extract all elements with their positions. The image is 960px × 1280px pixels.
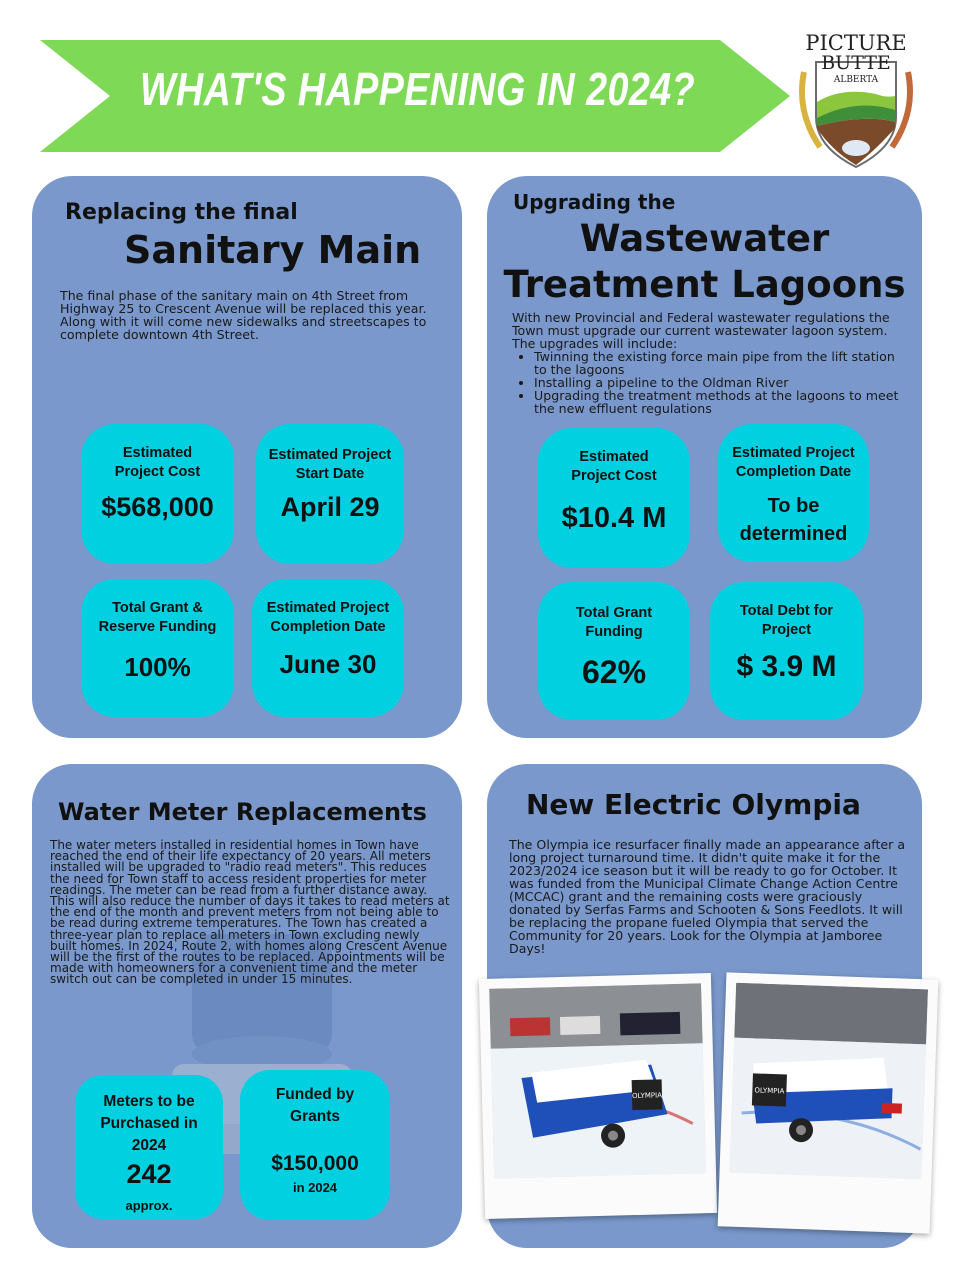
stat-label: 2024 xyxy=(131,1137,167,1154)
olympia-title: New Electric Olympia xyxy=(526,788,861,821)
photo-label: OLYMPIA xyxy=(754,1086,785,1096)
stat-label: Purchased in xyxy=(100,1115,198,1132)
page-title: WHAT'S HAPPENING IN 2024? xyxy=(140,63,696,115)
stat-note: approx. xyxy=(125,1198,173,1213)
logo-text-butte: BUTTE xyxy=(821,52,891,74)
olympia-description: The Olympia ice resurfacer finally made an appearance after a long project turnaround time. It didn't quite make it for the 2023/2024 ice season but it will be ready to go for October. It was funded from the Municipal Climate Change Action Centre (MCCAC) grant and the remaining costs were graciously donated by Serfas Farms and Schooten & Sons Feedlots. It will be replacing the propane fueled Olympia that served the Community for 20 years. Look for the Olympia at Jamboree Days! xyxy=(509,837,906,956)
stat-value: 100% xyxy=(124,652,191,682)
picture-butte-logo xyxy=(786,22,926,172)
water-meter-card xyxy=(32,764,462,1248)
list-item: • Upgrading the treatment methods at the lagoons to meet the new effluent regulations xyxy=(534,389,907,415)
sanitary-description: The final phase of the sanitary main on 4th Street from Highway 25 to Crescent Avenue will be replaced this year. Along with it will come new sidewalks and streetscapes to complete downtown 4th Street. xyxy=(60,288,427,342)
wastewater-title xyxy=(487,216,922,308)
stat-label: Estimated xyxy=(579,449,649,465)
stat-value: $568,000 xyxy=(101,492,214,522)
stat-value: 62% xyxy=(581,654,647,690)
sanitary-funding-stat xyxy=(81,579,234,717)
wastewater-grant-stat xyxy=(538,582,690,720)
stat-label: Completion Date xyxy=(270,619,386,635)
stat-label: Total Grant xyxy=(575,605,653,621)
wastewater-description xyxy=(512,311,907,415)
stat-label: Grants xyxy=(290,1108,340,1125)
stat-label: Completion Date xyxy=(735,464,852,480)
sanitary-cost-stat xyxy=(81,424,234,564)
stat-label: Project xyxy=(761,622,812,638)
stat-value: June 30 xyxy=(279,649,377,679)
wastewater-subtitle: Upgrading the xyxy=(513,190,676,214)
olympia-photo-right xyxy=(718,972,939,1233)
stat-value: $150,000 xyxy=(271,1152,359,1175)
wastewater-debt-stat xyxy=(710,582,863,720)
photo-label: OLYMPIA xyxy=(631,1091,663,1101)
sanitary-completion-stat xyxy=(252,579,404,717)
stat-label: Estimated xyxy=(122,445,193,461)
logo-text-picture: PICTURE xyxy=(805,31,907,55)
wastewater-intro: With new Provincial and Federal wastewater regulations the Town must upgrade our current wastewater lagoon system. The upgrades will include: xyxy=(512,310,890,351)
stat-label: Reserve Funding xyxy=(98,619,217,635)
stat-label: Project Cost xyxy=(571,468,657,484)
stat-value: $10.4 M xyxy=(561,502,667,534)
list-item: • Twinning the existing force main pipe from the lift station to the lagoons xyxy=(534,350,907,376)
wastewater-cost-stat xyxy=(538,428,690,568)
stat-value: 242 xyxy=(126,1159,172,1189)
stat-label: Funded by xyxy=(275,1086,355,1103)
stat-label: Project Cost xyxy=(114,464,201,480)
stat-value: April 29 xyxy=(280,492,380,522)
wastewater-card xyxy=(487,176,922,738)
meters-purchased-stat xyxy=(75,1075,223,1219)
stat-label: Total Grant & xyxy=(112,600,203,616)
stat-label: Funding xyxy=(585,624,643,640)
stat-label: Estimated Project xyxy=(268,447,392,463)
sanitary-main-card xyxy=(32,176,462,738)
stat-label: Estimated Project xyxy=(266,600,390,616)
stat-value: determined xyxy=(739,523,848,545)
wastewater-upgrade-list xyxy=(512,350,907,415)
wastewater-title-line2: Treatment Lagoons xyxy=(503,263,906,306)
list-item: • Installing a pipeline to the Oldman River xyxy=(534,376,907,389)
wastewater-title-line1: Wastewater xyxy=(579,217,830,260)
stat-value: To be xyxy=(767,495,820,517)
wastewater-completion-stat xyxy=(718,424,869,562)
olympia-photo-left xyxy=(479,973,717,1219)
meters-funding-stat xyxy=(240,1070,390,1220)
stat-label: Estimated Project xyxy=(732,445,855,461)
water-meter-description: The water meters installed in residential homes in Town have reached the end of their life expectancy of 20 years. All meters installed will be upgraded to "radio read meters". This reduces the need for Town staff to access resident properties for meter readings. The meter can be read from a further distance away. This will also reduce the number of days it takes to read meters at the end of the month and prevent meters from not being able to be read during extreme temperatures. The Town has created a three-year plan to replace all meters in Town excluding newly built homes. In 2024, Route 2, with homes along Crescent Avenue will be the first of the routes to be replaced. Appointments will be made with homeowners for a convenient time and the meter switch out can be completed in under 15 minutes. xyxy=(50,838,450,987)
sanitary-title: Sanitary Main xyxy=(124,228,422,272)
water-meter-title: Water Meter Replacements xyxy=(58,798,427,826)
stat-label: Start Date xyxy=(295,466,365,482)
stat-value: $ 3.9 M xyxy=(736,650,837,683)
sanitary-start-stat xyxy=(256,424,404,564)
stat-note: in 2024 xyxy=(292,1180,338,1195)
stat-label: Total Debt for xyxy=(739,603,834,619)
stat-label: Meters to be xyxy=(103,1093,195,1110)
sanitary-subtitle: Replacing the final xyxy=(65,200,298,225)
logo-text-alberta: ALBERTA xyxy=(833,75,879,85)
